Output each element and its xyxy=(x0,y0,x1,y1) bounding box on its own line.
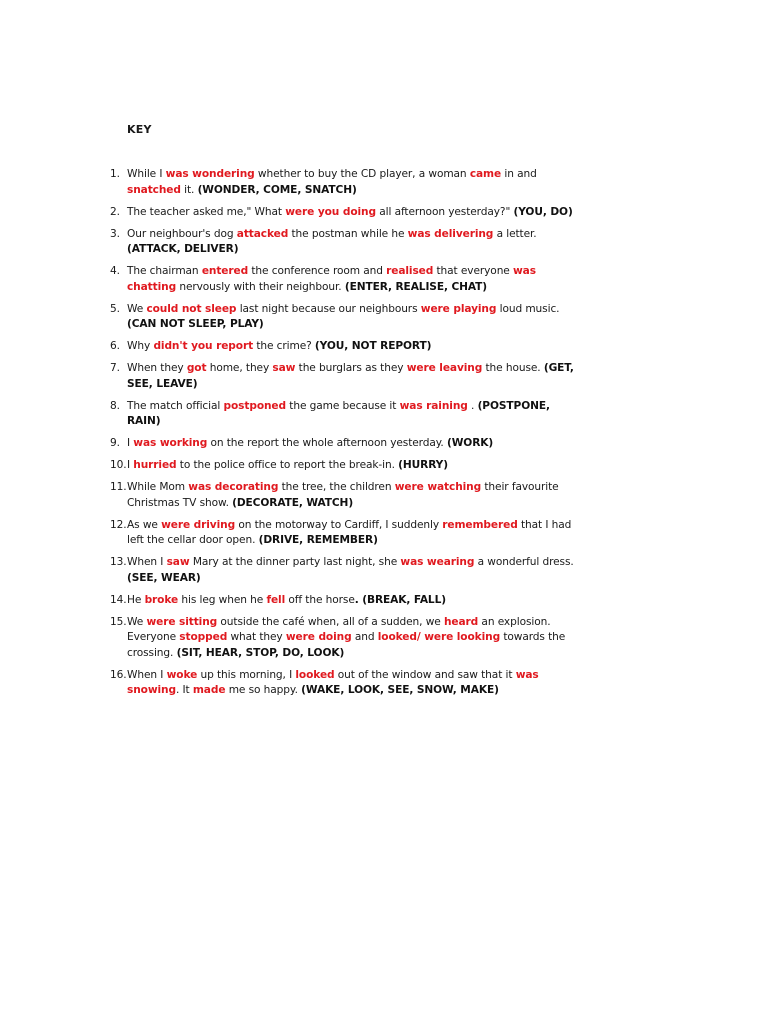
verb-answer: were leaving xyxy=(406,362,483,374)
sentence-text: While Mom xyxy=(127,481,189,493)
answer-item xyxy=(100,615,580,662)
verb-answer: realised xyxy=(386,265,434,277)
verb-answer: fell xyxy=(266,593,286,606)
sentence-text: an explosion. Everyone xyxy=(127,615,551,643)
item-number: 10. xyxy=(110,459,127,471)
sentence-text: me so happy. xyxy=(225,684,302,696)
answer-item xyxy=(100,361,580,392)
sentence-text: When I xyxy=(127,668,167,681)
sentence-text: towards the crossing. xyxy=(127,631,566,659)
verb-answer: was working xyxy=(133,437,208,449)
verb-answer: postponed xyxy=(223,399,287,412)
verb-answer: were watching xyxy=(394,481,482,493)
verb-answer: was decorating xyxy=(188,481,279,493)
verb-answer: was raining xyxy=(399,399,468,412)
item-number: 14. xyxy=(110,593,127,606)
sentence-text: in and xyxy=(501,168,537,180)
sentence-text: to the police office to report the break-in. xyxy=(176,459,399,471)
verb-answer: were playing xyxy=(420,302,497,315)
verb-hint: (WONDER, COME, SNATCH) xyxy=(197,183,357,196)
verb-answer: made xyxy=(192,684,226,696)
verb-hint: (DECORATE, WATCH) xyxy=(232,496,354,509)
sentence-text: Why xyxy=(127,340,154,352)
sentence-text: Mary at the dinner party last night, she xyxy=(189,556,401,568)
verb-hint: (WORK) xyxy=(446,437,494,449)
sentence-text: his leg when he xyxy=(178,593,267,606)
verb-answer: were doing xyxy=(285,631,352,643)
verb-answer: was delivering xyxy=(407,227,494,240)
sentence-text: home, they xyxy=(206,362,273,374)
verb-answer: entered xyxy=(201,265,249,277)
sentence-text: the burglars as they xyxy=(295,362,407,374)
item-number: 11. xyxy=(110,481,127,493)
sentence-text: what they xyxy=(227,631,286,643)
verb-answer: could not sleep xyxy=(146,302,237,315)
answer-item xyxy=(100,227,580,258)
sentence-text: off the horse xyxy=(285,593,355,606)
sentence-text: that everyone xyxy=(433,265,513,277)
sentence-text: loud music. xyxy=(496,302,560,315)
sentence-text: While I xyxy=(127,168,166,180)
sentence-text: a letter. xyxy=(493,227,537,240)
sentence-text: on the report the whole afternoon yesterday. xyxy=(207,437,447,449)
sentence-text: We xyxy=(127,615,147,628)
verb-answer: got xyxy=(186,362,207,374)
sentence-text: I xyxy=(127,437,134,449)
verb-answer: was chatting xyxy=(127,265,536,293)
verb-hint: (HURRY) xyxy=(398,459,448,471)
item-number: 4. xyxy=(110,265,120,277)
answer-item xyxy=(100,555,580,586)
answer-item xyxy=(100,480,580,511)
verb-answer: saw xyxy=(166,556,190,568)
verb-answer: were driving xyxy=(161,518,236,531)
sentence-text: Our neighbour's dog xyxy=(127,227,237,240)
verb-answer: was wondering xyxy=(165,168,255,180)
item-number: 13. xyxy=(110,556,127,568)
verb-answer: were you doing xyxy=(285,205,376,218)
answer-item xyxy=(100,399,580,430)
answer-item xyxy=(100,518,580,549)
item-number: 9. xyxy=(110,437,120,449)
verb-hint: (DRIVE, REMEMBER) xyxy=(258,534,378,546)
verb-answer: woke xyxy=(166,668,198,681)
sentence-text: and xyxy=(351,631,378,643)
verb-answer: heard xyxy=(443,615,479,628)
verb-hint: (YOU, NOT REPORT) xyxy=(314,340,432,352)
sentence-text: up this morning, I xyxy=(197,668,296,681)
item-number: 12. xyxy=(110,518,127,531)
item-number: 1. xyxy=(110,168,120,180)
sentence-text: the game because it xyxy=(286,399,400,412)
item-number: 6. xyxy=(110,340,120,352)
answer-item xyxy=(100,458,580,474)
answer-item xyxy=(100,205,580,221)
verb-answer: saw xyxy=(272,362,296,374)
verb-hint: (SIT, HEAR, STOP, DO, LOOK) xyxy=(176,646,345,659)
verb-hint: (WAKE, LOOK, SEE, SNOW, MAKE) xyxy=(301,684,499,696)
item-number: 5. xyxy=(110,302,120,315)
verb-answer: attacked xyxy=(236,227,289,240)
verb-answer: was wearing xyxy=(400,556,475,568)
verb-answer: stopped xyxy=(179,631,228,643)
item-number: 15. xyxy=(110,615,127,628)
answer-item xyxy=(100,668,580,699)
answer-list xyxy=(100,167,580,705)
sentence-text: on the motorway to Cardiff, I suddenly xyxy=(235,518,443,531)
item-number: 7. xyxy=(110,362,120,374)
verb-answer: was snowing xyxy=(127,668,539,696)
sentence-text: nervously with their neighbour. xyxy=(176,280,345,293)
verb-answer: didn't you report xyxy=(153,340,254,352)
verb-hint: (YOU, DO) xyxy=(513,205,573,218)
item-number: 8. xyxy=(110,399,120,412)
item-number: 2. xyxy=(110,205,120,218)
sentence-text: We xyxy=(127,302,147,315)
sentence-text: whether to buy the CD player, a woman xyxy=(254,168,470,180)
verb-answer: looked/ were looking xyxy=(377,631,501,643)
verb-answer: snatched xyxy=(127,183,181,196)
verb-hint: (ENTER, REALISE, CHAT) xyxy=(344,280,488,293)
sentence-text: their favourite Christmas TV show. xyxy=(127,481,559,509)
sentence-text: As we xyxy=(127,518,162,531)
sentence-text: . It xyxy=(175,684,193,696)
verb-hint: (SEE, WEAR) xyxy=(127,571,201,584)
verb-answer: came xyxy=(469,168,502,180)
answer-item xyxy=(100,302,580,333)
sentence-text: The chairman xyxy=(127,265,202,277)
sentence-text: a wonderful dress. xyxy=(474,556,574,568)
sentence-text: . xyxy=(467,399,478,412)
answer-item xyxy=(100,593,580,609)
sentence-text: I xyxy=(127,459,134,471)
sentence-text: The match official xyxy=(127,399,224,412)
sentence-text: The teacher asked me," What xyxy=(127,205,286,218)
sentence-text: the crime? xyxy=(253,340,315,352)
verb-hint: . (BREAK, FALL) xyxy=(354,593,446,606)
verb-hint: (POSTPONE, RAIN) xyxy=(127,399,550,427)
verb-answer: were sitting xyxy=(146,615,218,628)
sentence-text: that I had left the cellar door open. xyxy=(127,518,572,546)
verb-answer: looked xyxy=(295,668,335,681)
sentence-text: out of the window and saw that it xyxy=(334,668,516,681)
item-number: 3. xyxy=(110,227,120,240)
answer-item xyxy=(100,264,580,295)
sentence-text: the conference room and xyxy=(248,265,387,277)
sentence-text: He xyxy=(127,593,145,606)
item-number: 16. xyxy=(110,668,127,681)
sentence-text: all afternoon yesterday?" xyxy=(375,205,514,218)
verb-hint: (GET, SEE, LEAVE) xyxy=(127,362,574,390)
sentence-text: the postman while he xyxy=(288,227,408,240)
verb-hint: (ATTACK, DELIVER) xyxy=(127,243,239,255)
sentence-text: last night because our neighbours xyxy=(236,302,421,315)
verb-answer: hurried xyxy=(133,459,177,471)
answer-item xyxy=(100,436,580,452)
verb-answer: remembered xyxy=(442,518,518,531)
sentence-text: the house. xyxy=(482,362,544,374)
sentence-text: it. xyxy=(180,183,198,196)
verb-hint: (CAN NOT SLEEP, PLAY) xyxy=(127,318,264,330)
sentence-text: the tree, the children xyxy=(278,481,395,493)
sentence-text: outside the café when, all of a sudden, we xyxy=(217,615,444,628)
verb-answer: broke xyxy=(144,593,179,606)
sentence-text: When I xyxy=(127,556,167,568)
sentence-text: When they xyxy=(127,362,187,374)
page-title: KEY xyxy=(127,123,152,136)
answer-item xyxy=(100,167,580,198)
answer-item xyxy=(100,339,580,355)
